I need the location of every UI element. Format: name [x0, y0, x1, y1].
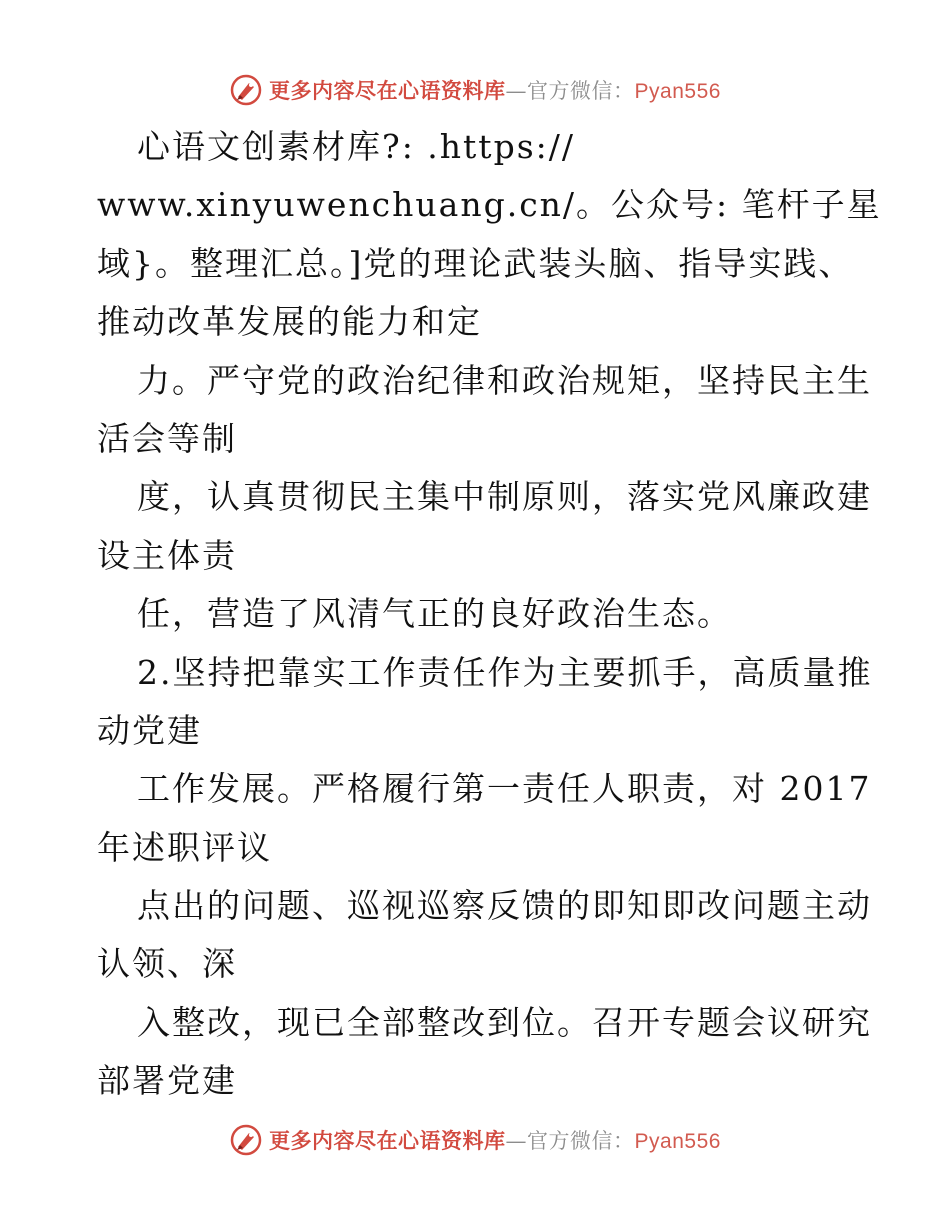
- body-text-line: 点出的问题、巡视巡察反馈的即知即改问题主动: [137, 886, 872, 926]
- header-banner-red-text: 更多内容尽在心语资料库: [269, 78, 506, 103]
- body-text-line: 推动改革发展的能力和定: [97, 302, 482, 342]
- body-text-line: 入整改，现已全部整改到位。召开专题会议研究: [137, 1002, 872, 1042]
- body-text-line: 动党建: [97, 710, 202, 750]
- header-banner: [0, 68, 950, 112]
- footer-banner-red-text: 更多内容尽在心语资料库: [269, 1128, 506, 1153]
- body-text-line: 部署党建: [97, 1061, 237, 1101]
- footer-banner-text: [269, 1125, 721, 1155]
- header-banner-content: [229, 73, 721, 107]
- body-text-line: 活会等制: [97, 418, 237, 458]
- body-text-line: 域}。整理汇总。]党的理论武装头脑、指导实践、: [97, 243, 854, 283]
- footer-banner: [0, 1118, 950, 1162]
- body-text-line: 任，营造了风清气正的良好政治生态。: [137, 594, 732, 634]
- footer-banner-grey-text: —官方微信：: [505, 1129, 635, 1153]
- header-banner-grey-text: —官方微信：: [505, 79, 635, 103]
- body-text-line: 度，认真贯彻民主集中制原则，落实党风廉政建: [137, 477, 872, 517]
- header-banner-text: [269, 75, 721, 105]
- pen-nib-logo-icon: [229, 1123, 263, 1157]
- pen-nib-logo-icon: [229, 73, 263, 107]
- footer-banner-wechat-id: Pyan556: [634, 1130, 721, 1153]
- document-body: [97, 118, 882, 1111]
- footer-banner-content: [229, 1123, 721, 1157]
- body-text-line: 设主体责: [97, 535, 237, 575]
- body-text-line: 认领、深: [97, 944, 237, 984]
- body-text-line: 工作发展。严格履行第一责任人职责，对 2017: [137, 769, 872, 809]
- body-text-line: 2.坚持把靠实工作责任作为主要抓手，高质量推: [137, 652, 873, 692]
- body-text-line: 力。严守党的政治纪律和政治规矩，坚持民主生: [137, 360, 872, 400]
- body-text-line: 心语文创素材库?: .https://: [137, 127, 575, 166]
- body-text-line: 年述职评议: [97, 827, 272, 867]
- body-text-line: www.xinyuwenchuang.cn/。公众号: 笔杆子星: [97, 185, 882, 225]
- header-banner-wechat-id: Pyan556: [634, 80, 721, 103]
